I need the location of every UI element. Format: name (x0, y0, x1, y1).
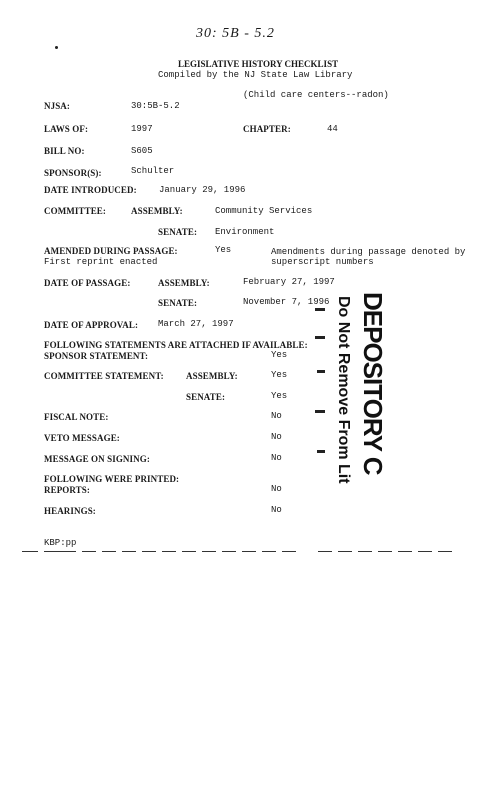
footer-initials: KBP:pp (44, 538, 77, 548)
committee-senate-label: SENATE: (158, 227, 198, 237)
first-reprint-note: First reprint enacted (44, 257, 158, 267)
veto-message-value: No (271, 432, 282, 442)
passage-assembly-label: ASSEMBLY: (158, 278, 210, 288)
fiscal-note-label: FISCAL NOTE: (44, 412, 109, 422)
bill-topic: (Child care centers--radon) (243, 90, 389, 100)
passage-senate-value: November 7, 1996 (243, 297, 330, 307)
laws-of-label: LAWS OF: (44, 124, 89, 134)
committee-statement-assembly-label: ASSEMBLY: (186, 371, 238, 381)
amended-label: AMENDED DURING PASSAGE: (44, 246, 178, 256)
amended-value: Yes (215, 245, 232, 255)
message-on-signing-value: No (271, 453, 282, 463)
chapter-label: CHAPTER: (243, 124, 291, 134)
passage-assembly-value: February 27, 1997 (243, 277, 335, 287)
document-title: LEGISLATIVE HISTORY CHECKLIST (178, 59, 339, 69)
hearings-value: No (271, 505, 282, 515)
date-introduced-label: DATE INTRODUCED: (44, 185, 137, 195)
amended-note-line1: Amendments during passage denoted by (271, 247, 466, 257)
sponsor-value: Schulter (131, 166, 175, 176)
depository-stamp-line2: Do Not Remove From Lit (335, 296, 352, 484)
committee-statement-senate-value: Yes (271, 391, 288, 401)
passage-senate-label: SENATE: (158, 298, 198, 308)
njsa-label: NJSA: (44, 101, 71, 111)
laws-of-value: 1997 (131, 124, 153, 134)
depository-stamp-line1: DEPOSITORY C (358, 292, 388, 475)
chapter-value: 44 (327, 124, 338, 134)
ink-dot (55, 46, 58, 49)
veto-message-label: VETO MESSAGE: (44, 433, 120, 443)
statements-heading: FOLLOWING STATEMENTS ARE ATTACHED IF AVAILABLE: (44, 340, 308, 350)
committee-assembly-value: Community Services (215, 206, 313, 216)
bill-no-value: S605 (131, 146, 153, 156)
reports-value: No (271, 484, 282, 494)
stamp-bracket-marks (313, 300, 327, 480)
amended-note-line2: superscript numbers (271, 257, 374, 267)
committee-statement-label: COMMITTEE STATEMENT: (44, 371, 164, 381)
printed-heading: FOLLOWING WERE PRINTED: (44, 474, 180, 484)
fiscal-note-value: No (271, 411, 282, 421)
reports-label: REPORTS: (44, 485, 90, 495)
message-on-signing-label: MESSAGE ON SIGNING: (44, 454, 150, 464)
sponsor-label: SPONSOR(S): (44, 168, 102, 178)
committee-senate-value: Environment (215, 227, 275, 237)
date-of-approval-value: March 27, 1997 (158, 319, 234, 329)
njsa-value: 30:5B-5.2 (131, 101, 180, 111)
hearings-label: HEARINGS: (44, 506, 96, 516)
sponsor-statement-label: SPONSOR STATEMENT: (44, 351, 149, 361)
committee-statement-senate-label: SENATE: (186, 392, 226, 402)
handwritten-citation: 30: 5B - 5.2 (196, 26, 275, 41)
document-subtitle: Compiled by the NJ State Law Library (158, 70, 353, 80)
bill-no-label: BILL NO: (44, 146, 85, 156)
date-introduced-value: January 29, 1996 (159, 185, 246, 195)
date-of-passage-label: DATE OF PASSAGE: (44, 278, 131, 288)
committee-label: COMMITTEE: (44, 206, 107, 216)
committee-statement-assembly-value: Yes (271, 370, 288, 380)
committee-assembly-label: ASSEMBLY: (131, 206, 183, 216)
sponsor-statement-value: Yes (271, 350, 288, 360)
date-of-approval-label: DATE OF APPROVAL: (44, 320, 139, 330)
